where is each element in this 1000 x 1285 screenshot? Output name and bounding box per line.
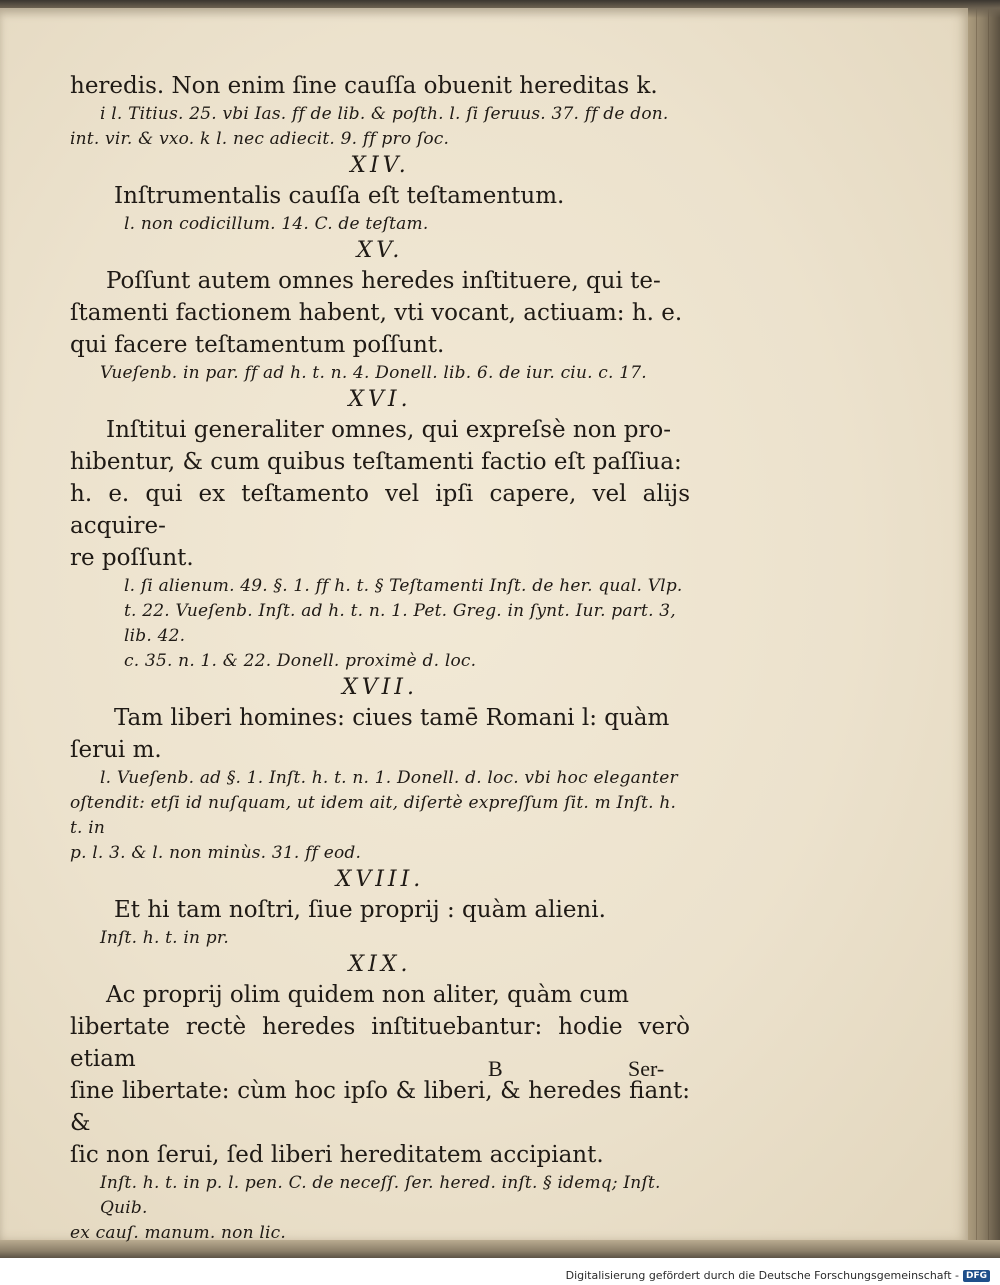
page-edge-line xyxy=(988,0,989,1240)
text-line: Et hi tam noſtri, ſiue proprij : quàm alieni. xyxy=(114,897,606,923)
text-line: hibentur, & cum quibus teſtamenti factio eſt paſſiua: xyxy=(70,449,682,475)
page-text-block xyxy=(70,70,690,1246)
citation-line: int. vir. & vxo. k l. nec adiecit. 9. ff pro ſoc. xyxy=(70,129,450,149)
section-heading: XVIII. xyxy=(335,867,425,892)
citation-line: l. ſi alienum. 49. §. 1. ff h. t. § Teſtamenti Inſt. de her. qual. Vlp. xyxy=(124,576,683,596)
section-heading: XIX. xyxy=(348,952,412,977)
section-heading: XVI. xyxy=(348,387,412,412)
text-line: Ac proprij olim quidem non aliter, quàm cum xyxy=(106,982,629,1008)
citation-line: Inſt. h. t. in pr. xyxy=(100,928,229,948)
text-line: Tam liberi homines: ciues tamē Romani l: quàm xyxy=(114,705,670,731)
signature-mark: B xyxy=(488,1056,503,1081)
section-heading: XVII. xyxy=(342,675,418,700)
catchword: Ser- xyxy=(628,1056,665,1081)
citation-line: l. non codicillum. 14. C. de teſtam. xyxy=(124,214,429,234)
citation-line: oſtendit: etſi id nuſquam, ut idem ait, diſertè expreſſum ſit. m Inſt. h. t. in xyxy=(70,793,677,838)
section-heading: XIV. xyxy=(350,153,410,178)
text-line: libertate rectè heredes inſtituebantur: hodie verò etiam xyxy=(70,1014,690,1072)
citation-line: l. Vueſenb. ad §. 1. Inſt. h. t. n. 1. Donell. d. loc. vbi hoc eleganter xyxy=(100,768,678,788)
text-line: ſtamenti factionem habent, vti vocant, actiuam: h. e. xyxy=(70,300,683,326)
dfg-logo: DFG xyxy=(963,1270,990,1282)
citation-line: p. l. 3. & l. non minùs. 31. ff eod. xyxy=(70,843,362,863)
section-heading: XV. xyxy=(356,238,404,263)
text-line: Poſſunt autem omnes heredes inſtituere, qui te- xyxy=(106,268,661,294)
citation-line: Vueſenb. in par. ff ad h. t. n. 4. Donell. lib. 6. de iur. ciu. c. 17. xyxy=(100,363,647,383)
text-line: qui facere teſtamentum poſſunt. xyxy=(70,332,445,358)
page-edge-line xyxy=(976,0,977,1240)
text-line: heredis. Non enim ſine cauſſa obuenit hereditas k. xyxy=(70,73,658,99)
text-line: ſic non ſerui, ſed liberi hereditatem accipiant. xyxy=(70,1142,604,1168)
text-line: ſerui m. xyxy=(70,737,162,763)
funding-footer xyxy=(566,1269,990,1282)
citation-line: Inſt. h. t. in p. l. pen. C. de neceſſ. ſer. hered. inſt. § idemq; Inſt. Quib. xyxy=(100,1173,661,1218)
citation-line: ex cauſ. manum. non lic. xyxy=(70,1223,286,1243)
text-line: ſine libertate: cùm hoc ipſo & liberi, & heredes fiant: & xyxy=(70,1078,690,1136)
citation-line: c. 35. n. 1. & 22. Donell. proximè d. loc. xyxy=(124,651,477,671)
text-line: Inſtitui generaliter omnes, qui expreſsè non pro- xyxy=(106,417,672,443)
funding-text: Digitalisierung gefördert durch die Deutsche Forschungsgemeinschaft - xyxy=(565,1269,959,1282)
citation-line: i l. Titius. 25. vbi Ias. ff de lib. & poſth. l. ſi ſeruus. 37. ff de don. xyxy=(100,104,669,124)
text-line: re poſſunt. xyxy=(70,545,194,571)
text-line: h. e. qui ex teſtamento vel ipſi capere, vel alijs acquire- xyxy=(70,481,690,539)
text-line: Inſtrumentalis cauſſa eſt teſtamentum. xyxy=(114,183,565,209)
citation-line: t. 22. Vueſenb. Inſt. ad h. t. n. 1. Pet. Greg. in ſynt. Iur. part. 3, lib. 42. xyxy=(124,601,676,646)
